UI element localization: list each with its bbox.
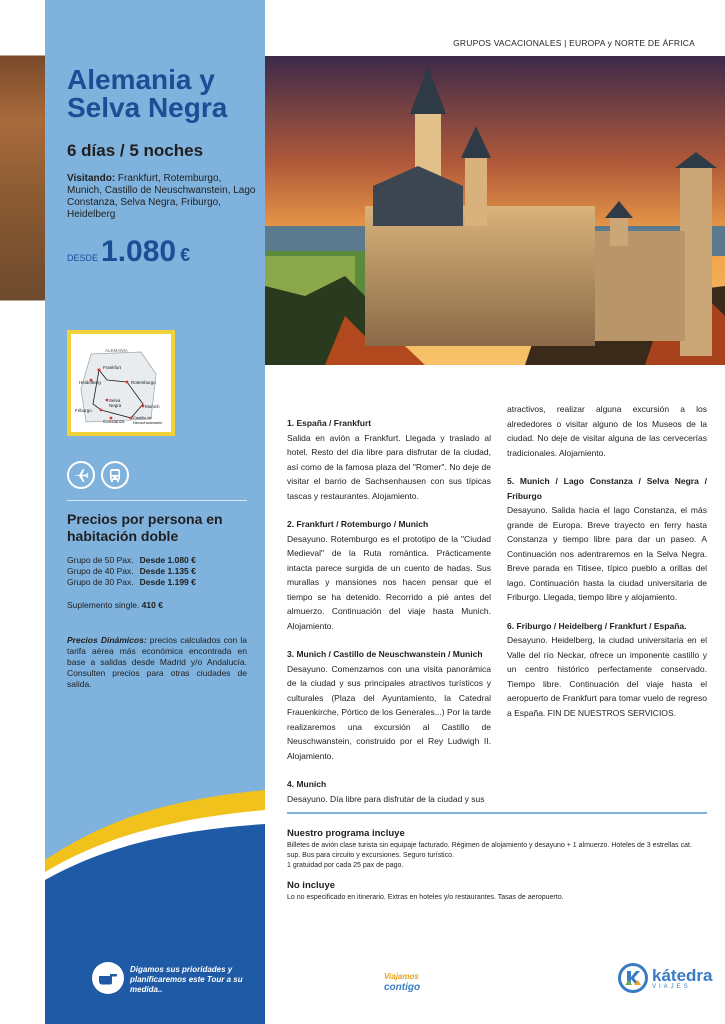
katedra-wordmark (652, 967, 712, 990)
dynamic-text: precios calculados con la tarifa aérea más económica encontrada en base a salidas desde Madrid y/o Andalucía. Consulten precios para otras ciudades de salida. (67, 635, 247, 689)
price-from (67, 235, 190, 269)
viajamos-text: Viajamos (384, 972, 419, 981)
day-text: Desayuno. Día libre para disfrutar de la ciudad y sus (287, 793, 485, 804)
map-city-label: Frankfurt (103, 365, 122, 370)
group-price-row (67, 555, 196, 566)
transport-icons (67, 461, 129, 489)
price-currency: € (180, 245, 191, 265)
map-country-label: ALEMANIA (105, 348, 128, 353)
includes-text: Billetes de avión clase turista sin equipaje facturado. Régimen de alojamiento y desayuno + 1 almuerzo. Hoteles de 3 estrellas cat. sup. Bus para circuito y excursiones. Seguro turístico. (287, 842, 692, 859)
itinerary-day-continued (507, 402, 707, 460)
group-label: Grupo de 50 Pax. (67, 555, 134, 565)
price-prefix: DESDE (67, 253, 99, 263)
itinerary-day (287, 517, 491, 633)
group-price-row (67, 577, 196, 588)
route-map (67, 330, 175, 436)
pointing-hand-icon (92, 962, 124, 994)
day-text: Desayuno. Heidelberg, la ciudad universitaria en el Valle del río Neckar, ofrece un imponente castillo y un centro histórico perfectamente conservado. Tiempo libre. Continuación del viaje hasta el aeropuerto de Frankfurt para tomar vuelo de regreso a España. FIN DE NUESTROS SERVICIOS. (507, 635, 707, 718)
day-title: 4. Munich (287, 779, 327, 789)
prices-title: Precios por persona en habitación doble (67, 511, 223, 544)
katedra-logo (618, 963, 712, 993)
single-label: Suplemento single. (67, 600, 140, 610)
trip-duration: 6 días / 5 noches (67, 141, 204, 160)
itinerary-column-1 (287, 416, 491, 820)
castle-photo (265, 56, 725, 365)
day-title: 6. Friburgo / Heidelberg / Frankfurt / España. (507, 620, 687, 631)
includes-block (287, 829, 707, 903)
itinerary-day (287, 777, 491, 806)
visiting-list (67, 173, 257, 221)
itinerary-day (507, 619, 707, 721)
single-supplement (67, 600, 163, 610)
single-price: 410 € (141, 600, 163, 610)
group-price: Desde 1.080 € (139, 555, 196, 565)
day-text: Desayuno. Rotemburgo es el prototipo de la "Ciudad Medieval" de la Ruta romántica. Prácticamente intacta parece surgida de un cuento de hadas. Sus murallas y mansiones nos hacen pensar que el tiempo se ha detenido. Recorrido a pié antes del almuerzo. Continuación del viaje hasta Munich. Alojamiento. (287, 533, 491, 631)
contigo-text: contigo (384, 982, 421, 993)
excludes-text: Lo no especificado en itinerario. Extras en hoteles y/o restaurantes. Tasas de aeropuerto. (287, 894, 564, 901)
group-label: Grupo de 40 Pax. (67, 566, 134, 576)
left-edge-photo (0, 0, 45, 1024)
castle-illustration (265, 56, 725, 365)
dynamic-label: Precios Dinámicos: (67, 635, 147, 645)
itinerary-column-2 (507, 402, 707, 734)
footer-tagline: Digamos sus prioridades y planificaremos este Tour a su medida.. (130, 965, 243, 994)
visiting-text: Frankfurt, Rotemburgo, Munich, Castillo de Neuschwanstein, Lago Constanza, Selva Negra, Friburgo, Heidelberg (67, 173, 256, 220)
map-city-label: Munich (145, 404, 160, 409)
katedra-sub: VIAJES (652, 983, 691, 990)
airplane-icon (67, 461, 95, 489)
day-text: Salida en avión a Frankfurt. Llegada y traslado al hotel. Resto del día libre para disfrutar de la ciudad, así como de la famosa plaza del "Romer". No deje de visitar el barrio de Sachsenhausen con sus típicas tascas y restaurantes. Alojamiento. (287, 432, 491, 501)
group-price: Desde 1.135 € (139, 566, 196, 576)
katedra-mark-icon (618, 963, 648, 993)
itinerary-day (287, 647, 491, 763)
route-map-inner (71, 334, 171, 432)
map-city-label: Constanza (103, 419, 125, 424)
day-title: 2. Frankfurt / Rotemburgo / Munich (287, 519, 429, 529)
group-price: Desde 1.199 € (139, 577, 196, 587)
itinerary-day (287, 416, 491, 503)
map-city-label: Heidelberg (79, 380, 101, 385)
group-label: Grupo de 30 Pax. (67, 577, 134, 587)
map-city-label: Selva Negra (109, 398, 122, 408)
map-city-label: Friburgo (75, 408, 92, 413)
day-title: 5. Munich / Lago Constanza / Selva Negra / Friburgo (507, 476, 707, 501)
katedra-name: kátedra (652, 965, 713, 985)
page-title: Alemania y Selva Negra (67, 64, 228, 123)
map-city-label: Castillo de Neuschwanstein (133, 415, 163, 425)
section-divider (287, 812, 707, 814)
includes-title: Nuestro programa incluye (287, 828, 405, 839)
dynamic-prices-note (67, 635, 247, 690)
includes-text-2: 1 gratuidad por cada 25 pax de pago. (287, 862, 404, 869)
visiting-label: Visitando: (67, 173, 116, 184)
day-text: Desayuno. Comenzamos con una visita panorámica de la ciudad y sus principales atractivos turísticos y culturales (Plaza del Ayuntamiento, la Catedral Frauenkirche, Pórtico de los Generales...) Por la tarde realizaremos una excursión al Castillo de Neuschwanstein, construido por el Rey Ludwigh II. Alojamiento. (287, 663, 491, 761)
price-amount: 1.080 (101, 235, 177, 268)
header-category: GRUPOS VACACIONALES | EUROPA y NORTE DE ÁFRICA (453, 38, 695, 48)
sidebar-divider (67, 500, 247, 501)
group-price-row (67, 566, 196, 577)
viajamos-contigo-logo (384, 971, 420, 993)
day-title: 1. España / Frankfurt (287, 418, 372, 428)
excludes-title: No incluye (287, 880, 336, 891)
group-price-list (67, 555, 196, 588)
day-text: atractivos, realizar alguna excursión a los alrededores o visitar alguno de los Museos de la ciudad. No deje de visitar alguna de las cervecerías tradicionales. Alojamiento. (507, 404, 707, 458)
day-title: 3. Munich / Castillo de Neuschwanstein / Munich (287, 649, 483, 659)
bus-icon (101, 461, 129, 489)
day-text: Desayuno. Salida hacia el lago Constanza, el más grande de Europa. Breve trayecto en ferry hasta Constanza y tiempo libre para dar un paseo. A Continuación nos adentraremos en la Selva Negra. Breve parada en Titisee, típico pueblo a orillas del lago. Continuación hasta la ciudad universitaria de Friburgo. Llegada, tiempo libre y alojamiento. (507, 505, 707, 602)
itinerary-day (507, 474, 707, 605)
map-city-label: Rotemburgo (131, 380, 156, 385)
